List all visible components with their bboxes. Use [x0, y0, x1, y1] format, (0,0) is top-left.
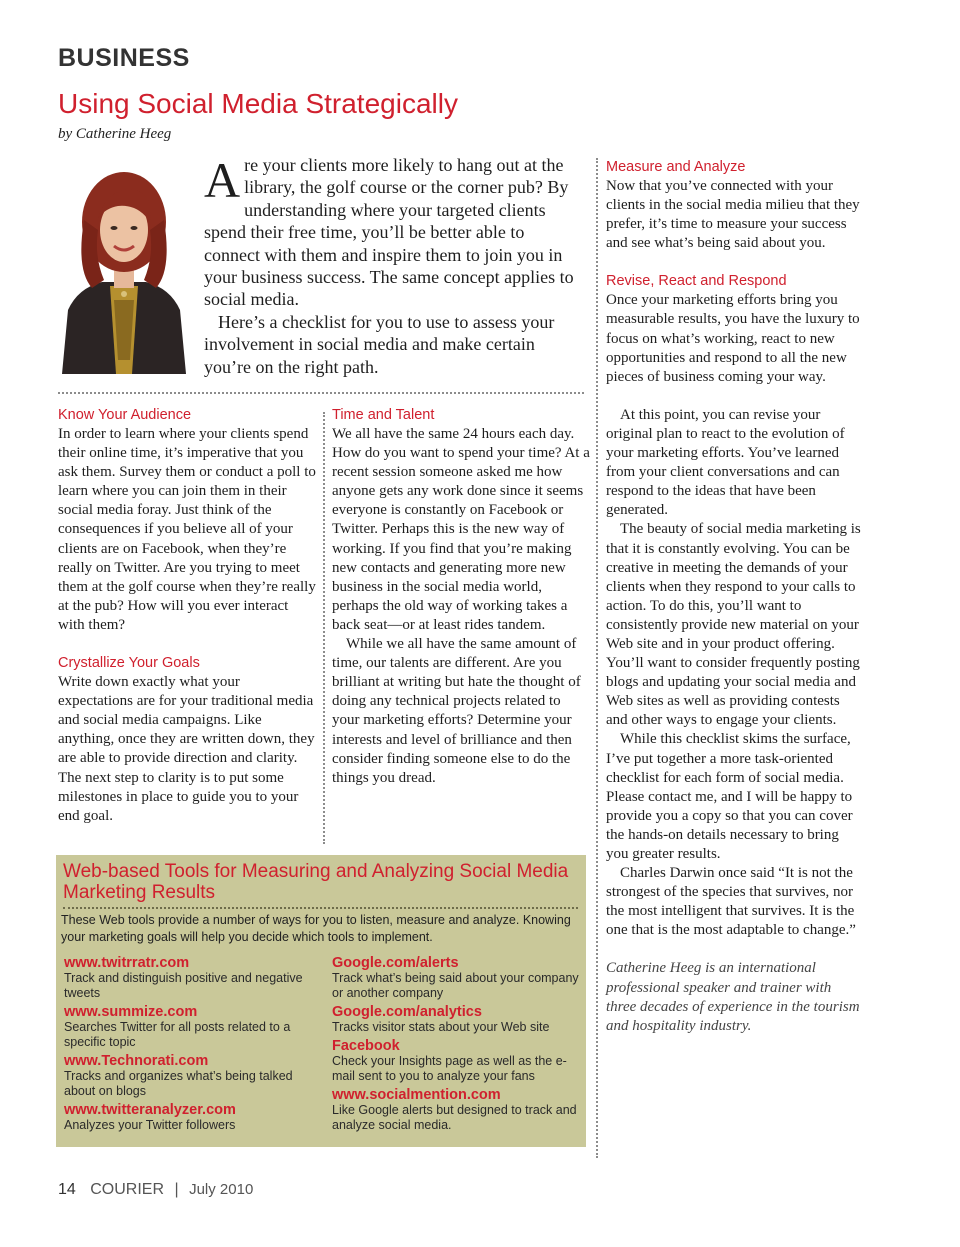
author-photo	[58, 160, 190, 374]
tool-item	[64, 1005, 319, 1049]
section-label: BUSINESS	[58, 44, 190, 72]
paragraph: While we all have the same amount of time, our talents are different. Are you brilliant at writing but hate the thought of doing any technical projects related to your marketing efforts? Determine your interests and level of brilliance and then consider finding someone else to do the things you dread.	[332, 636, 581, 786]
paragraph: Charles Darwin once said “It is not the strongest of the species that survives, nor the most intelligent that survives. It is the one that is the most adaptable to change.”	[606, 865, 856, 939]
sidebar-title: Web-based Tools for Measuring and Analyzing Social Media Marketing Results	[63, 861, 569, 903]
intro-divider	[58, 392, 584, 394]
tool-item	[64, 956, 319, 1000]
issue-date: July 2010	[189, 1181, 254, 1198]
heading-crystallize-your-goals: Crystallize Your Goals	[58, 655, 200, 672]
author-bio: Catherine Heeg is an international professional speaker and trainer with three decades of experience in the tourism and hospitality industry.	[606, 960, 860, 1034]
intro-text: re your clients more likely to hang out at the library, the golf course or the corner pub? By understanding where your targeted clients spend their free time, you’ll be better able to connect with them and inspire them to join you in your business success. The same concept applies to social media.	[204, 155, 574, 310]
tool-description: Tracks visitor stats about your Web site	[332, 1020, 550, 1034]
tool-item	[332, 956, 587, 1000]
intro-paragraph-2: Here’s a checklist for you to use to assess your involvement in social media and make certain you’re on the right path.	[204, 311, 555, 377]
tool-item	[64, 1054, 319, 1098]
footer-separator: |	[174, 1181, 179, 1198]
tool-description: Searches Twitter for all posts related to a specific topic	[64, 1020, 291, 1049]
tool-description: Check your Insights page as well as the e-mail sent to you to analyze your fans	[332, 1054, 567, 1083]
publication-name: COURIER	[90, 1181, 165, 1198]
drop-cap: A	[204, 152, 241, 208]
tool-description: Analyzes your Twitter followers	[64, 1118, 236, 1132]
paragraph: In order to learn where your clients spend their online time, it’s imperative that you ask them. Survey them or conduct a poll to learn where you can join them in their social media foray. Just think of the consequences if you believe all of your clients are on Facebook, when they’re really on Twitter. Are you trying to meet them at the golf course when they’re really at the pub? How will you ever interact with them?	[58, 426, 316, 633]
heading-time-and-talent: Time and Talent	[332, 407, 435, 423]
tool-link[interactable]: Google.com/analytics	[332, 1004, 482, 1020]
tool-link[interactable]: www.twitrratr.com	[64, 955, 190, 971]
tool-item	[332, 1005, 587, 1035]
tool-description: Tracks and organizes what’s being talked about on blogs	[64, 1069, 293, 1098]
intro	[204, 154, 584, 378]
column-divider-1	[323, 412, 325, 844]
byline: by Catherine Heeg	[58, 126, 172, 142]
column-2	[332, 406, 590, 788]
page-footer	[58, 1181, 253, 1199]
tool-link[interactable]: www.summize.com	[64, 1004, 198, 1020]
heading-know-your-audience: Know Your Audience	[58, 407, 192, 423]
paragraph: The beauty of social media marketing is that it is constantly evolving. You can be creative in meeting the demands of your clients when they respond to your calls to action. To do this, you’ll want to consistently provide new material on your Web site and in your product offering. You’ll want to consider frequently posting blogs and updating your social media and Web sites as well as providing contests and other ways to engage your clients.	[606, 521, 861, 729]
column-divider-2	[596, 158, 598, 1158]
tool-item	[332, 1088, 587, 1132]
column-3	[606, 158, 864, 1036]
sidebar-divider	[63, 907, 578, 909]
tools-sidebar	[56, 855, 586, 1147]
tool-item	[64, 1103, 319, 1133]
paragraph: Write down exactly what your expectations are for your traditional media and social media campaigns. Like anything, once they are written down, they are able to provide direction and clarity. The next step to clarity is to put some milestones in place to guide you to your end goal.	[58, 674, 315, 824]
column-1	[58, 406, 316, 826]
intro-paragraph	[204, 154, 584, 311]
tool-description: Like Google alerts but designed to track and analyze social media.	[332, 1103, 577, 1132]
heading-measure-and-analyze: Measure and Analyze	[606, 159, 746, 175]
tool-link[interactable]: www.twitteranalyzer.com	[64, 1102, 236, 1118]
tool-item	[332, 1039, 587, 1083]
paragraph: Once your marketing efforts bring you measurable results, you have the luxury to focus on what’s working, react to new opportunities and respond to all the new pieces of business coming your way.	[606, 292, 860, 385]
sidebar-intro: These Web tools provide a number of ways for you to listen, measure and analyze. Knowing your marketing goals will help you decide which tools to implement.	[61, 913, 571, 944]
paragraph: While this checklist skims the surface, I’ve put together a more task-oriented checklist for each form of social media. Please contact me, and I will be happy to provide you a copy so that you can cover the hands-on details necessary to bring you greater results.	[606, 731, 853, 862]
tool-link[interactable]: www.Technorati.com	[64, 1053, 209, 1069]
heading-revise-react-respond: Revise, React and Respond	[606, 273, 787, 290]
paragraph: We all have the same 24 hours each day. How do you want to spend your time? At a recent session someone asked me how anyone gets any work done since it seems everyone is constantly on Facebook or Twitter. Perhaps this is the new way of working. If you find that you’re making new contacts and generating more new business in the social media world, perhaps the old way of working takes a back seat—or at least rides tandem.	[332, 426, 590, 633]
page-number: 14	[58, 1181, 76, 1198]
paragraph: Now that you’ve connected with your clients in the social media milieu that they prefer, it’s time to measure your success and see what’s being said about you.	[606, 178, 860, 252]
tool-link[interactable]: www.socialmention.com	[332, 1087, 501, 1103]
paragraph: At this point, you can revise your original plan to react to the evolution of your marketing efforts. You’ve learned from your client conversations and can respond to the ideas that have been generated.	[606, 406, 845, 519]
tool-description: Track and distinguish positive and negative tweets	[64, 971, 303, 1000]
tool-link[interactable]: Google.com/alerts	[332, 955, 459, 971]
article-title: Using Social Media Strategically	[58, 88, 458, 119]
tool-link[interactable]: Facebook	[332, 1038, 400, 1054]
tool-description: Track what’s being said about your company or another company	[332, 971, 579, 1000]
